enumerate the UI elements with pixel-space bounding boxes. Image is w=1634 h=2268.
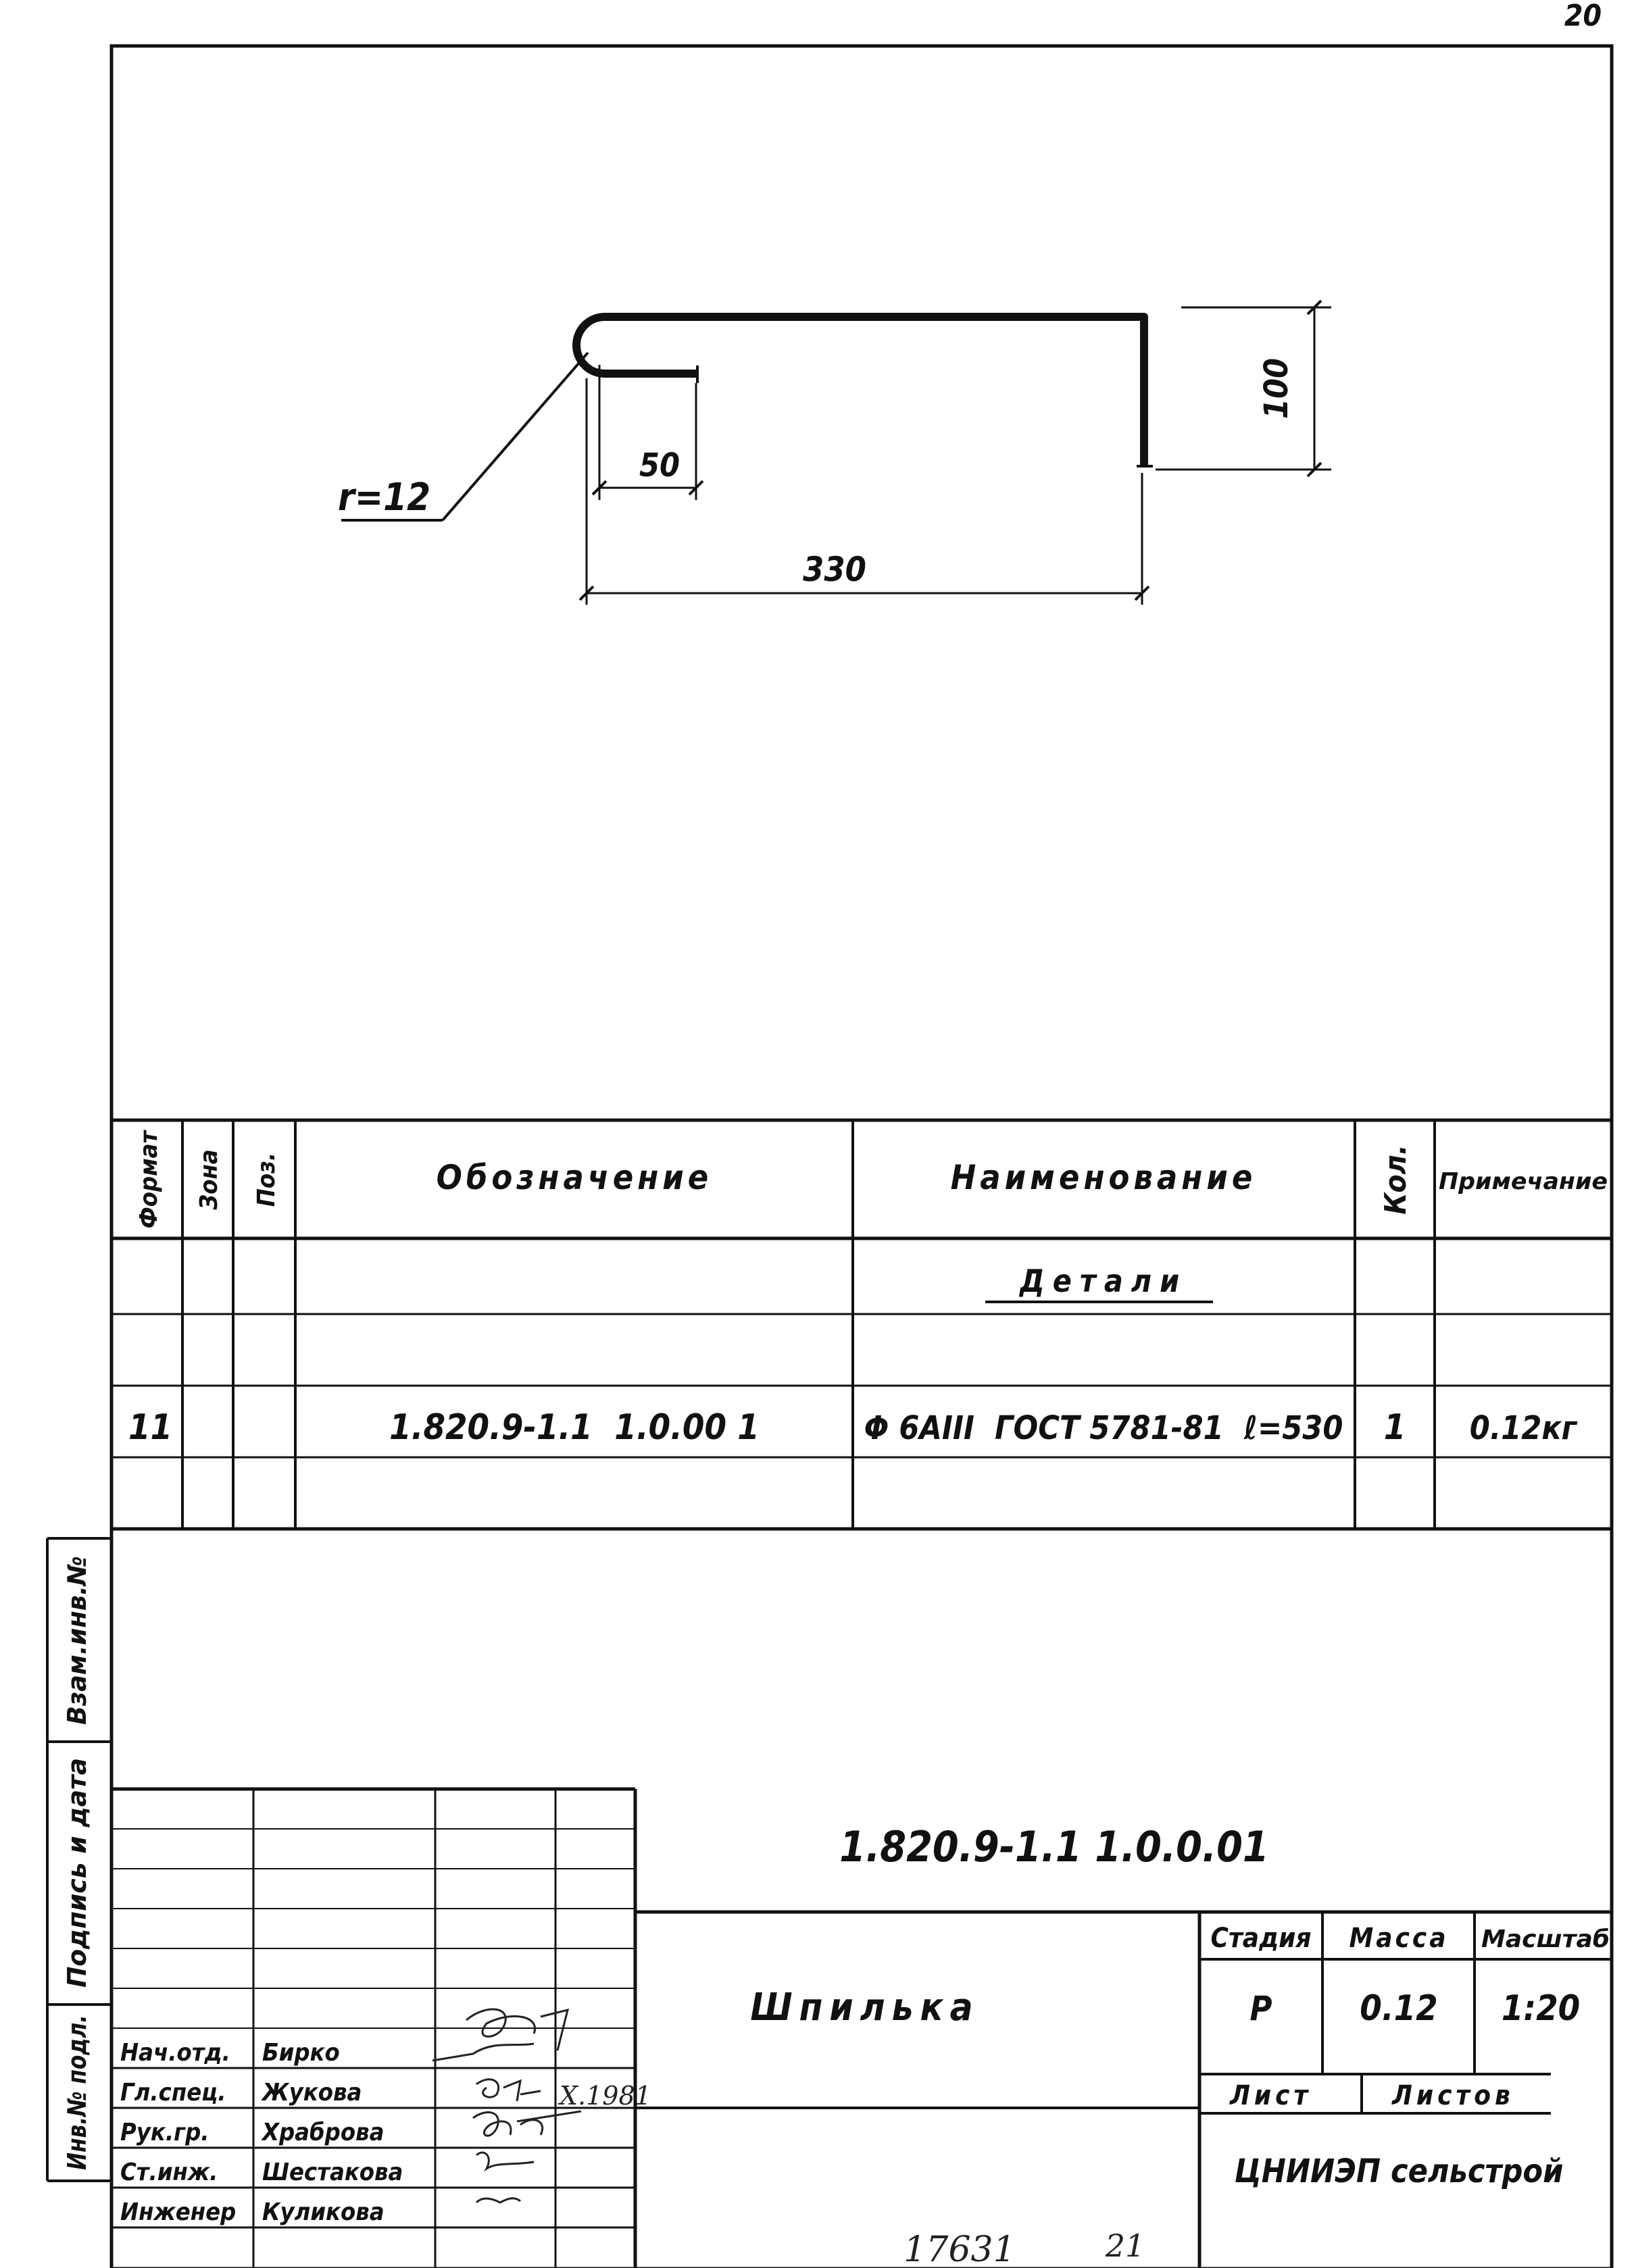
section-title-details: Детали xyxy=(1019,1263,1188,1299)
document-code: 1.820.9-1.1 1.0.0.01 xyxy=(839,1822,1269,1871)
stage-label: Стадия xyxy=(1210,1923,1312,1954)
row-name: Φ 6AIII ГОСТ 5781-81 ℓ=530 xyxy=(864,1409,1343,1447)
dim-330-label: 330 xyxy=(803,550,866,589)
side-field-replacement: Взам.инв.№ xyxy=(62,1567,92,1725)
archive-number: 17631 xyxy=(903,2229,1016,2268)
staff-role-3: Рук.гр. xyxy=(120,2119,209,2146)
scale-value: 1:20 xyxy=(1501,1988,1581,2029)
row-qty: 1 xyxy=(1383,1407,1406,1448)
organization-name: ЦНИИЭП сельстрой xyxy=(1234,2152,1564,2190)
title-block xyxy=(112,1789,1612,2268)
row-format: 11 xyxy=(128,1407,173,1448)
row-designation: 1.820.9-1.1 1.0.00 1 xyxy=(389,1407,760,1448)
dim-100-label: 100 xyxy=(1258,357,1295,420)
mass-value: 0.12 xyxy=(1360,1988,1438,2029)
footer-sheet-number: 21 xyxy=(1105,2227,1145,2264)
staff-role-2: Гл.спец. xyxy=(120,2079,226,2107)
side-field-inventory: Инв.№ подл. xyxy=(62,1999,92,2170)
side-stamp xyxy=(47,1538,112,2181)
specification-table xyxy=(112,1120,1612,1529)
part-drawing xyxy=(338,301,1331,605)
staff-name-3: Храброва xyxy=(262,2119,385,2146)
handwritten-signatures xyxy=(432,2009,581,2202)
page-number: 20 xyxy=(1564,0,1602,33)
radius-label: r=12 xyxy=(338,476,431,520)
header-qty: Кол. xyxy=(1379,1144,1413,1215)
scale-label: Масштаб xyxy=(1481,1925,1610,1953)
staff-name-4: Шестакова xyxy=(262,2159,403,2186)
staff-name-2: Жукова xyxy=(262,2079,362,2107)
staff-name-5: Куликова xyxy=(262,2198,385,2226)
side-field-signature: Подпись и дата xyxy=(62,1778,92,1988)
approval-date: X.1981 xyxy=(560,2081,651,2111)
stage-value: Р xyxy=(1249,1989,1272,2028)
staff-role-1: Нач.отд. xyxy=(120,2039,230,2067)
hairpin-rod xyxy=(576,317,1144,466)
staff-name-1: Бирко xyxy=(262,2039,340,2067)
staff-role-4: Ст.инж. xyxy=(120,2159,218,2186)
header-format: Формат xyxy=(135,1130,163,1229)
product-name: Шпилька xyxy=(750,1986,980,2030)
sheet-label: Лист xyxy=(1230,2080,1312,2111)
radius-leader xyxy=(443,353,588,520)
row-note: 0.12кг xyxy=(1469,1409,1577,1447)
sheets-label: Листов xyxy=(1392,2080,1514,2111)
mass-label: Масса xyxy=(1349,1923,1449,1954)
header-designation: Обозначение xyxy=(436,1158,713,1197)
dim-50-label: 50 xyxy=(639,447,680,484)
header-name: Наименование xyxy=(950,1158,1257,1197)
header-pos: Поз. xyxy=(253,1152,280,1207)
header-note: Примечание xyxy=(1439,1168,1608,1195)
header-zone: Зона xyxy=(195,1149,223,1210)
staff-role-5: Инженер xyxy=(120,2198,237,2226)
